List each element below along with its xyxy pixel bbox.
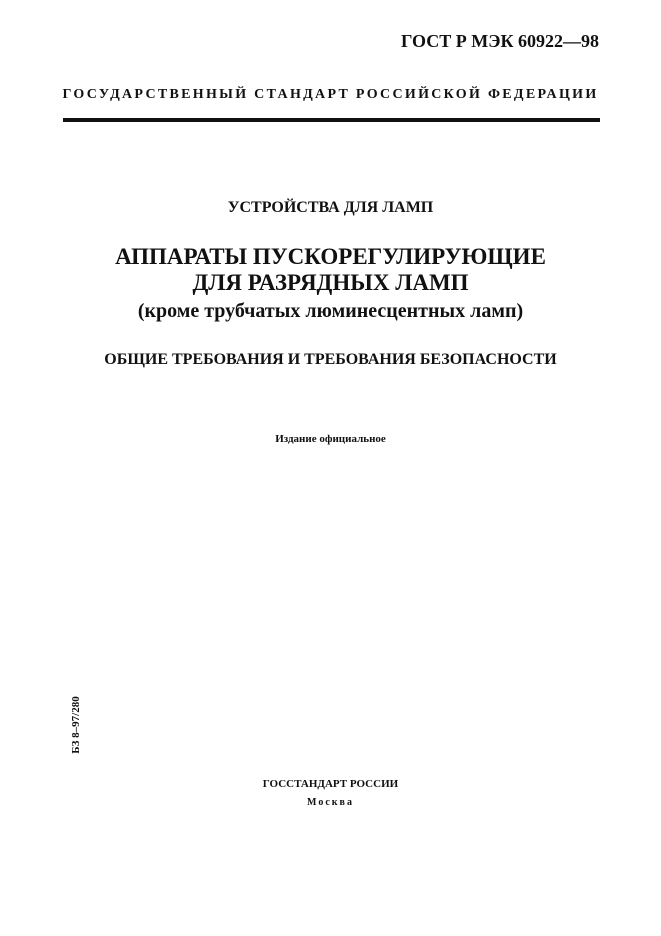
side-catalog-note: БЗ 8–97/280: [70, 696, 82, 754]
edition-label: Издание официальное: [275, 433, 386, 445]
publisher: ГОССТАНДАРТ РОССИИ: [262, 778, 399, 790]
document-code: ГОСТ Р МЭК 60922—98: [401, 31, 599, 51]
main-title-line-1: АППАРАТЫ ПУСКОРЕГУЛИРУЮЩИЕ: [115, 244, 546, 269]
main-title: [0, 244, 661, 296]
subtitle: (кроме трубчатых люминесцентных ламп): [137, 300, 524, 322]
organization-heading: ГОСУДАРСТВЕННЫЙ СТАНДАРТ РОССИЙСКОЙ ФЕДЕРАЦИИ: [62, 87, 599, 102]
series-title: УСТРОЙСТВА ДЛЯ ЛАМП: [227, 199, 434, 216]
header-rule: [63, 118, 600, 122]
publisher-city: Москва: [307, 797, 354, 808]
requirements-title: ОБЩИЕ ТРЕБОВАНИЯ И ТРЕБОВАНИЯ БЕЗОПАСНОСТИ: [104, 351, 557, 368]
main-title-line-2: ДЛЯ РАЗРЯДНЫХ ЛАМП: [192, 270, 469, 295]
